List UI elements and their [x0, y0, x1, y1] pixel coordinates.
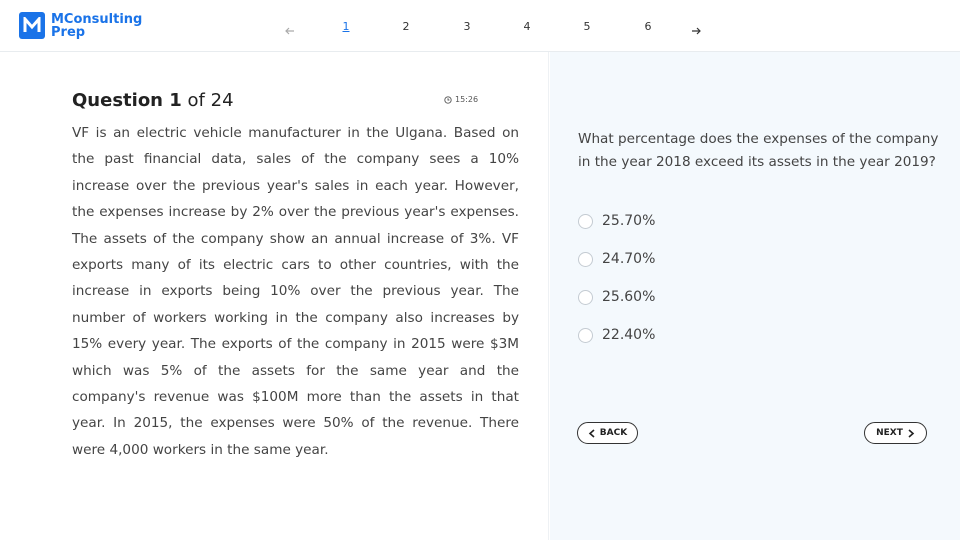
chevron-right-icon	[907, 429, 915, 438]
back-button-label: BACK	[599, 428, 628, 438]
answer-option-label: 25.70%	[602, 213, 656, 229]
answer-option-label: 24.70%	[602, 251, 656, 267]
page-3-link[interactable]: 3	[463, 20, 471, 33]
answer-option-4[interactable]	[578, 327, 655, 343]
radio-button[interactable]	[578, 290, 593, 305]
logo-m-icon	[19, 12, 45, 39]
answer-panel	[550, 52, 960, 540]
radio-button[interactable]	[578, 328, 593, 343]
question-prompt: What percentage does the expenses of the company in the year 2018 exceed its assets in the year 2019?	[578, 131, 939, 170]
brand-logo[interactable]	[19, 12, 142, 39]
page-4-link[interactable]: 4	[523, 20, 531, 33]
question-heading	[72, 90, 234, 111]
next-button-label: NEXT	[876, 428, 903, 438]
answer-option-1[interactable]	[578, 213, 655, 229]
page-6-link[interactable]: 6	[644, 20, 652, 33]
radio-button[interactable]	[578, 252, 593, 267]
passage-panel	[0, 52, 549, 540]
next-page-arrow-icon[interactable]	[690, 22, 704, 36]
question-label: Question 1	[72, 90, 182, 111]
next-button[interactable]	[864, 422, 927, 444]
top-bar	[0, 0, 960, 52]
answer-option-label: 25.60%	[602, 289, 656, 305]
timer	[444, 95, 478, 104]
question-total: of 24	[187, 90, 234, 111]
timer-value: 15:26	[455, 95, 479, 104]
radio-button[interactable]	[578, 214, 593, 229]
clock-icon	[444, 96, 452, 104]
answer-option-2[interactable]	[578, 251, 655, 267]
prev-page-arrow-icon[interactable]	[284, 22, 298, 36]
page-2-link[interactable]: 2	[402, 20, 410, 33]
page-1-link[interactable]: 1	[342, 20, 350, 33]
answer-option-3[interactable]	[578, 289, 655, 305]
question-passage: VF is an electric vehicle manufacturer in the Ulgana. Based on the past financial data, sales of the company sees a 10% increase over the previous year's sales in each year. However, the expenses increase by 2% over the previous year's expenses. The assets of the company show an annual increase of 3%. VF exports many of its electric cars to other countries, with the increase in exports being 10% over the previous year. The number of workers working in the company also increases by 15% every year. The exports of the company in 2015 were $3M which was 5% of the assets for the same year and the company's revenue was $100M more than the assets in that year. In 2015, the expenses were 50% of the revenue. There were 4,000 workers in the same year.	[72, 125, 519, 458]
brand-line-1: MConsulting	[51, 11, 143, 27]
answer-option-label: 22.40%	[602, 327, 656, 343]
page-5-link[interactable]: 5	[583, 20, 591, 33]
chevron-left-icon	[588, 429, 596, 438]
brand-name	[51, 13, 142, 39]
brand-line-2: Prep	[51, 24, 86, 40]
back-button[interactable]	[577, 422, 638, 444]
